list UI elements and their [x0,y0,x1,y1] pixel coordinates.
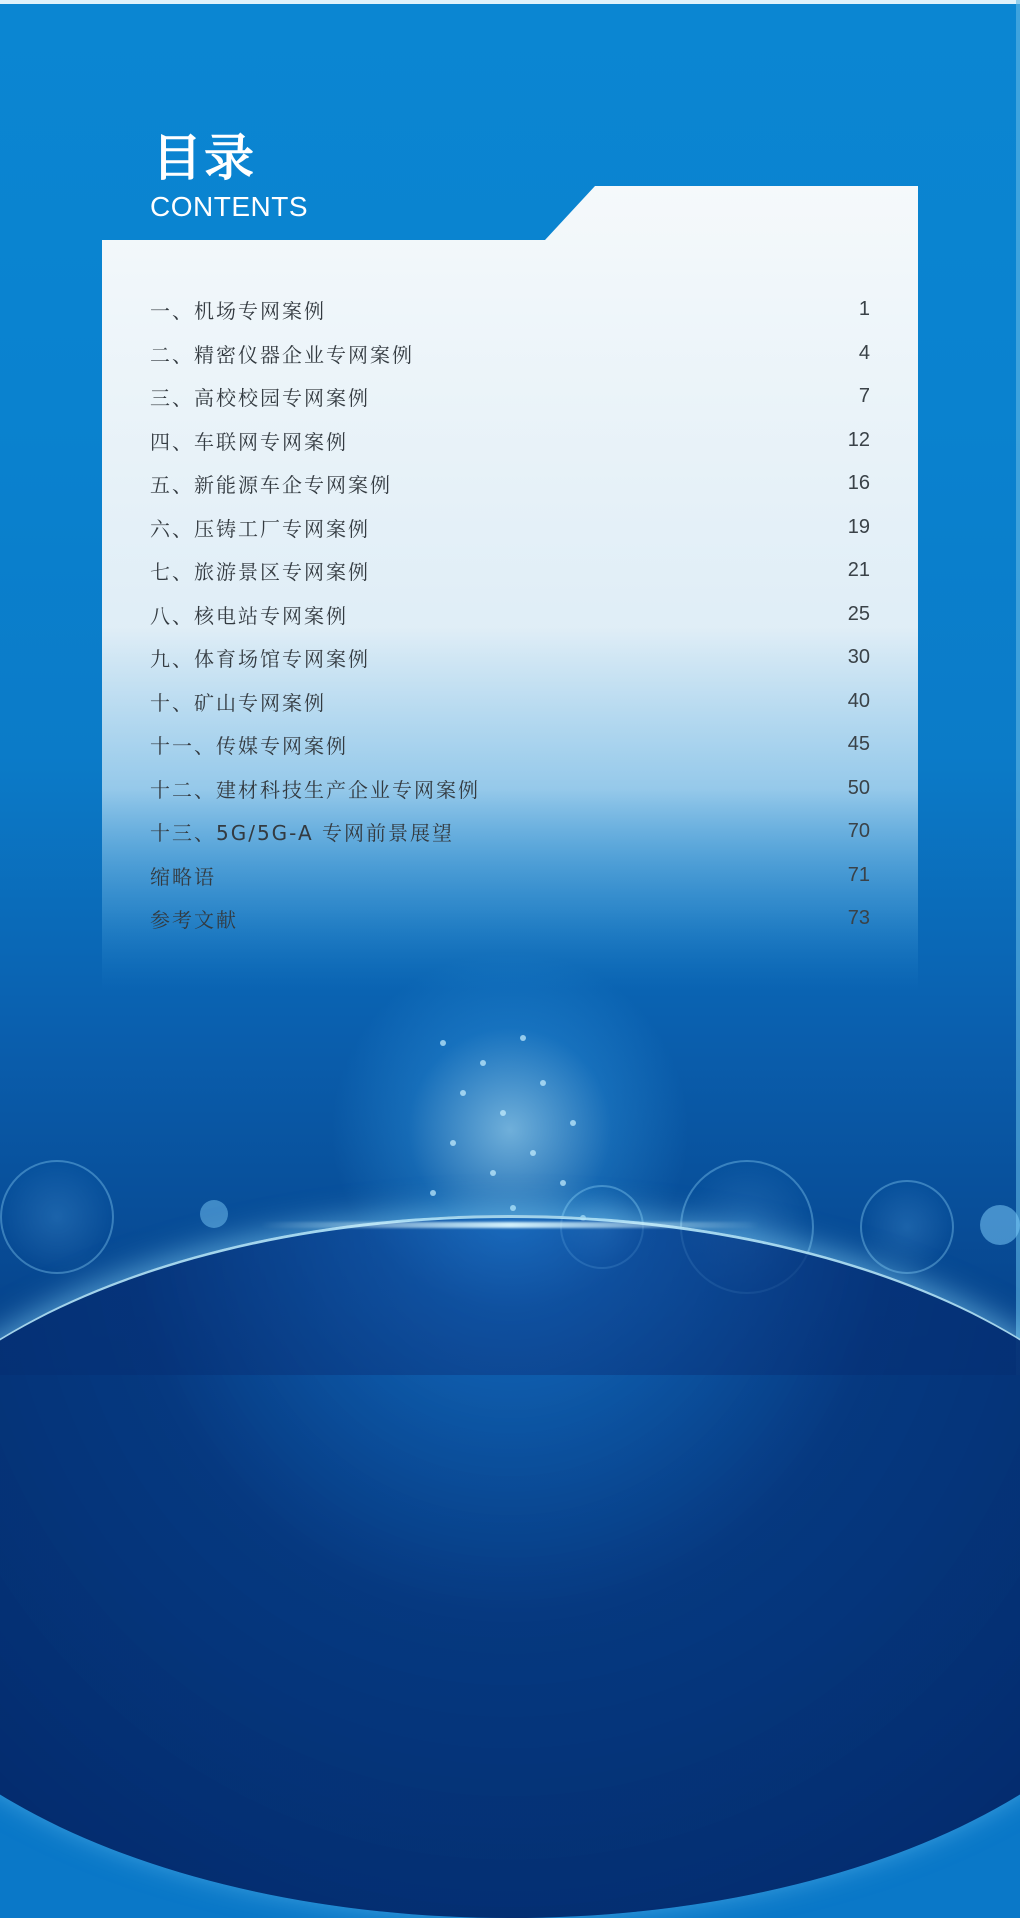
toc-entry-page: 40 [847,689,870,712]
toc-entry-page: 70 [847,820,870,843]
toc-entry[interactable] [150,593,870,637]
toc-entry-page: 45 [847,733,870,756]
toc-entry[interactable] [150,680,870,724]
toc-entry[interactable] [150,419,870,463]
toc-entry[interactable] [150,897,870,941]
toc-entry-page: 12 [847,428,870,451]
toc-entry-title: 三、高校校园专网案例 [150,386,370,411]
toc-entry-page: 19 [847,515,870,538]
toc-entry-title: 二、精密仪器企业专网案例 [150,342,414,367]
toc-entry[interactable] [150,375,870,419]
toc-entry[interactable] [150,854,870,898]
toc-entry[interactable] [150,810,870,854]
toc-entry[interactable] [150,332,870,376]
toc-entry[interactable] [150,462,870,506]
toc-entry[interactable] [150,506,870,550]
toc-entry-title: 十一、传媒专网案例 [150,734,348,759]
page-subtitle: CONTENTS [150,191,308,222]
table-of-contents [150,288,870,941]
toc-entry-title: 七、旅游景区专网案例 [150,560,370,585]
toc-entry-page: 7 [858,385,870,408]
toc-entry[interactable] [150,288,870,332]
toc-entry[interactable] [150,636,870,680]
toc-entry[interactable] [150,723,870,767]
page-title: 目录 [152,129,256,187]
toc-entry-page: 71 [847,863,870,886]
toc-entry-title: 四、车联网专网案例 [150,429,348,454]
toc-entry-title: 五、新能源车企专网案例 [150,473,392,498]
toc-entry-page: 21 [847,559,870,582]
toc-entry-title: 一、机场专网案例 [150,299,326,324]
toc-entry-title: 十三、5G/5G-A 专网前景展望 [150,821,454,846]
toc-entry-title: 十二、建材科技生产企业专网案例 [150,777,480,802]
toc-entry-page: 4 [858,341,870,364]
toc-entry-title: 十、矿山专网案例 [150,690,326,715]
toc-entry-title: 缩略语 [150,864,216,889]
toc-entry-title: 参考文献 [150,908,238,933]
toc-entry-title: 九、体育场馆专网案例 [150,647,370,672]
toc-entry-page: 73 [847,907,870,930]
toc-entry-page: 30 [847,646,870,669]
toc-entry-page: 1 [858,298,870,321]
toc-entry[interactable] [150,767,870,811]
toc-entry-page: 50 [847,776,870,799]
toc-entry-page: 16 [847,472,870,495]
toc-entry-page: 25 [847,602,870,625]
toc-entry-title: 六、压铸工厂专网案例 [150,516,370,541]
toc-entry-title: 八、核电站专网案例 [150,603,348,628]
toc-entry[interactable] [150,549,870,593]
